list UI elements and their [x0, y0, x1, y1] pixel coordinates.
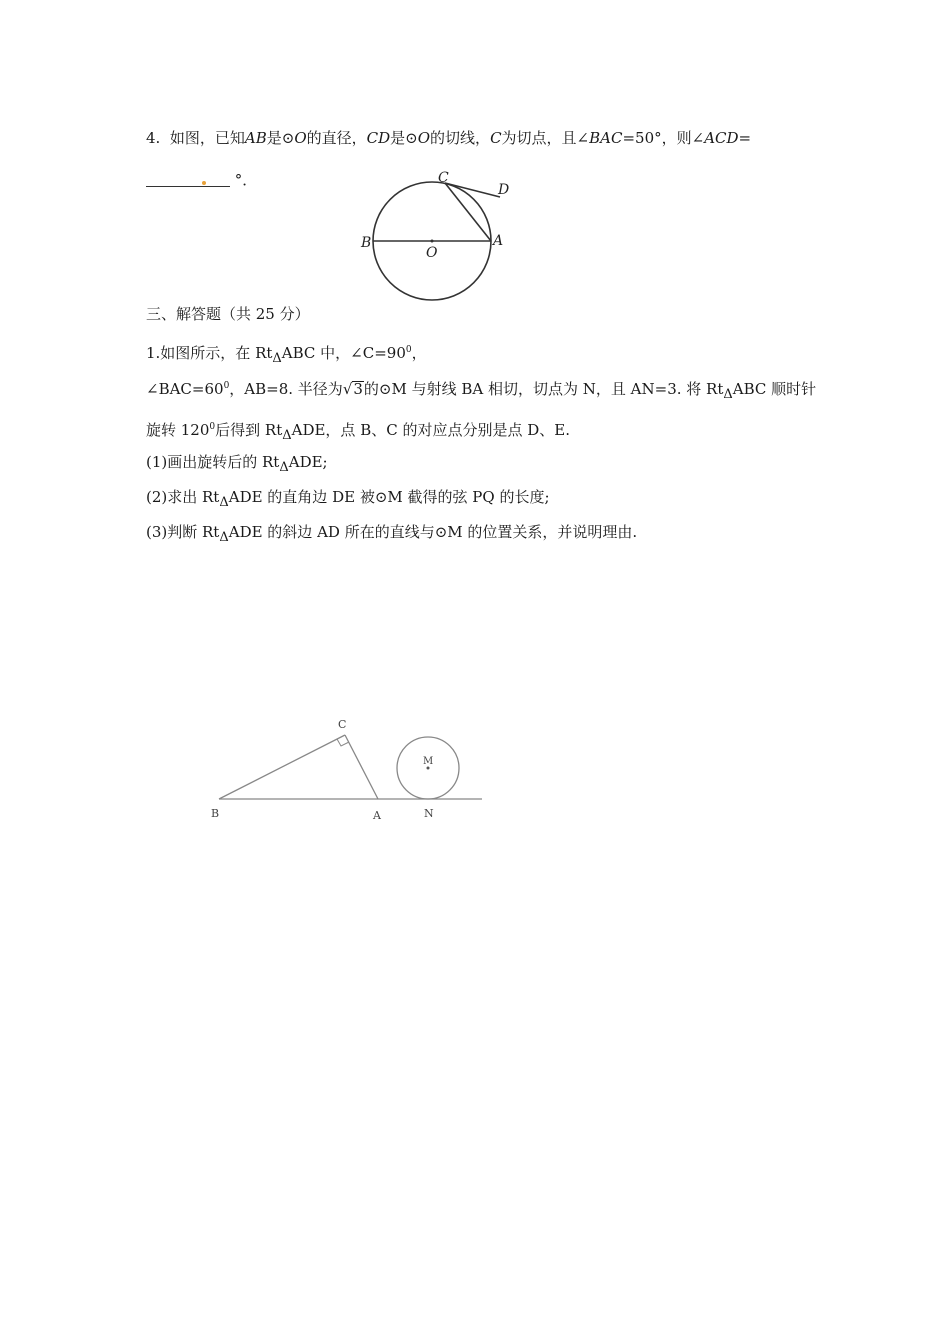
tangent-cd — [445, 183, 500, 197]
triangle-symbol: Δ — [272, 351, 282, 366]
label-b: B — [211, 807, 220, 820]
label-a: A — [373, 809, 381, 822]
center-o-dot — [431, 240, 434, 243]
subquestion-2: (2)求出 RtΔADE 的直角边 DE 被⊙M 截得的弦 PQ 的长度; — [146, 488, 550, 510]
side-bc — [219, 735, 345, 799]
triangle-circle-figure — [200, 710, 500, 830]
label-n: N — [424, 807, 434, 820]
label-o: O — [426, 245, 438, 261]
label-m: M — [423, 756, 434, 767]
q4-number: 4. — [146, 129, 161, 147]
label-b: B — [361, 235, 372, 251]
section-heading: 三、解答题（共 25 分） — [146, 305, 310, 323]
subquestion-1: (1)画出旋转后的 RtΔADE; — [146, 453, 328, 475]
label-d: D — [498, 182, 510, 198]
q4-answer-line — [146, 170, 257, 190]
q4-question-line: 4. 如图，已知AB是⊙O的直径，CD是⊙O的切线，C为切点，且∠BAC=50°，则∠ACD= — [146, 129, 752, 147]
problem1-line1: 1.如图所示，在 RtΔABC 中，$\angle C=90^0$， — [146, 344, 427, 366]
degree-suffix: °． — [234, 171, 258, 189]
problem1-line3: 旋转 $120^0$后得到 RtΔADE，点 B、C 的对应点分别是点 D、E. — [146, 421, 570, 443]
circle-tangent-figure — [360, 168, 520, 300]
label-c: C — [438, 170, 449, 186]
sqrt-3: √3 — [342, 380, 363, 398]
answer-blank[interactable] — [146, 172, 230, 187]
subquestion-3: (3)判断 RtΔADE 的斜边 AD 所在的直线与⊙M 的位置关系，并说明理由. — [146, 523, 638, 545]
label-a: A — [493, 233, 504, 249]
side-ca — [345, 735, 378, 799]
label-c: C — [338, 718, 347, 731]
problem1-line2: $\angle BAC=60^0$，AB=8. 半径为√3的⊙M 与射线 BA 相切，切点为 N，且 AN=3. 将 RtΔABC 顺时针 — [146, 380, 817, 402]
